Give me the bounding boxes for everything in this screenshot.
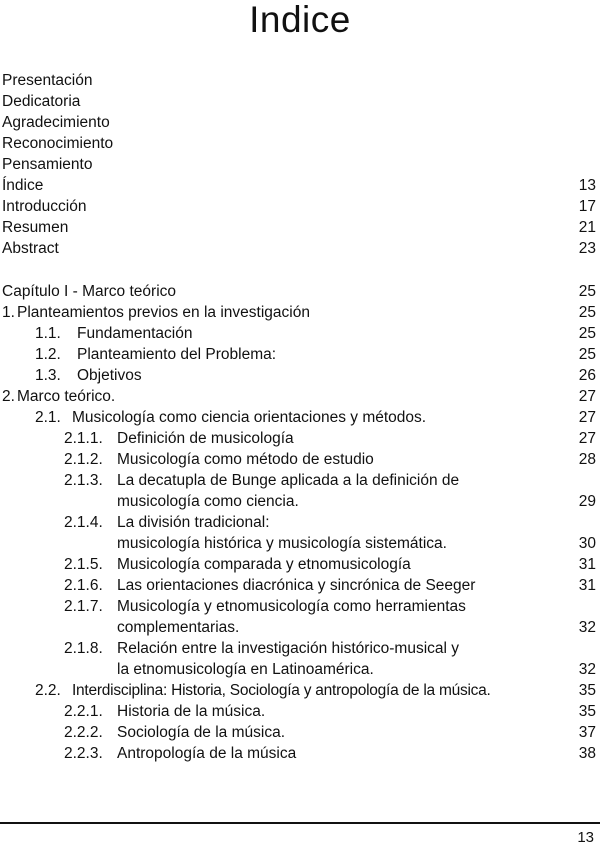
toc-entry-page: 25 <box>578 283 596 300</box>
toc-entry-label: Objetivos <box>77 367 142 384</box>
toc-entry-label: La decatupla de Bunge aplicada a la definición de <box>117 472 460 489</box>
toc-entry-number: 1. <box>2 304 15 321</box>
toc-entry-number: 2.2.3. <box>64 745 103 762</box>
toc-entry-page: 26 <box>578 367 596 384</box>
toc-entry-page: 23 <box>578 240 596 257</box>
toc-entry-label: Reconocimiento <box>2 135 114 152</box>
toc-entry-number: 2.2.2. <box>64 724 103 741</box>
toc-entry-number: 2.1.4. <box>64 514 103 531</box>
toc-entry-number: 1.2. <box>35 346 61 363</box>
toc-entry-page: 17 <box>578 198 596 215</box>
toc-entry-label: Planteamiento del Problema: <box>77 346 277 363</box>
toc-entry-number: 2.1.3. <box>64 472 103 489</box>
toc-entry-page: 27 <box>578 430 596 447</box>
toc-entry-page: 35 <box>578 703 596 720</box>
footer-rule <box>0 822 600 824</box>
toc-entry-label: Pensamiento <box>2 156 93 173</box>
toc-entry-page: 29 <box>578 493 596 510</box>
toc-entry-number: 2.1.2. <box>64 451 103 468</box>
toc-entry-label: Agradecimiento <box>2 114 110 131</box>
toc-entry-page: 32 <box>578 661 596 678</box>
toc-entry-label: musicología histórica y musicología sistemática. <box>117 535 447 552</box>
toc-entry-page: 30 <box>578 535 596 552</box>
toc-entry-number: 2.1.5. <box>64 556 103 573</box>
toc-entry-label: Fundamentación <box>77 325 193 342</box>
toc-entry-label: Las orientaciones diacrónica y sincrónica de Seeger <box>117 577 476 594</box>
toc-entry-number: 2.2.1. <box>64 703 103 720</box>
toc-entry-page: 27 <box>578 388 596 405</box>
toc-entry-page: 31 <box>578 577 596 594</box>
toc-entry-label: Marco teórico. <box>17 388 116 405</box>
toc-entry-label: La división tradicional: <box>117 514 270 531</box>
toc-entry-number: 2.1.1. <box>64 430 103 447</box>
toc-entry-label: Resumen <box>2 219 69 236</box>
toc-entry-label: Musicología como método de estudio <box>117 451 374 468</box>
toc-entry-number: 2.1.7. <box>64 598 103 615</box>
toc-entry-number: 2.2. <box>35 682 61 699</box>
toc-entry-label: complementarias. <box>117 619 240 636</box>
toc-entry-number: 2. <box>2 388 15 405</box>
toc-entry-page: 25 <box>578 346 596 363</box>
toc-entry-label: Definición de musicología <box>117 430 294 447</box>
toc-entry-page: 25 <box>578 325 596 342</box>
toc-entry-label: Abstract <box>2 240 59 257</box>
toc-entry-number: 1.3. <box>35 367 61 384</box>
toc-entry-label: musicología como ciencia. <box>117 493 299 510</box>
toc-entry-label: Musicología como ciencia orientaciones y métodos. <box>72 409 427 426</box>
toc-entry-page: 38 <box>578 745 596 762</box>
toc-entry-number: 2.1. <box>35 409 61 426</box>
toc-entry-number: 2.1.6. <box>64 577 103 594</box>
toc-entry-label: Sociología de la música. <box>117 724 286 741</box>
toc-entry-label: Capítulo I - Marco teórico <box>2 283 177 300</box>
toc-entry-page: 27 <box>578 409 596 426</box>
toc-entry-page: 37 <box>578 724 596 741</box>
toc-entry-page: 32 <box>578 619 596 636</box>
toc-entry-page: 28 <box>578 451 596 468</box>
toc-entry-page: 31 <box>578 556 596 573</box>
toc-entry-label: Relación entre la investigación histórico-musical y <box>117 640 460 657</box>
toc-entry-label: Planteamientos previos en la investigación <box>17 304 310 321</box>
toc-entry-label: Historia de la música. <box>117 703 266 720</box>
toc-entry-label: Musicología comparada y etnomusicología <box>117 556 411 573</box>
page-number: 13 <box>577 829 594 846</box>
toc-entry-label: Dedicatoria <box>2 93 81 110</box>
toc-entry-number: 2.1.8. <box>64 640 103 657</box>
toc-entry-label: Introducción <box>2 198 87 215</box>
toc-entry-label: Antropología de la música <box>117 745 297 762</box>
toc-entry-page: 25 <box>578 304 596 321</box>
toc-entry-label: Musicología y etnomusicología como herramientas <box>117 598 466 615</box>
page-title: Indice <box>249 0 351 40</box>
toc-entry-label: la etnomusicología en Latinoamérica. <box>117 661 374 678</box>
toc-entry-label: Presentación <box>2 72 93 89</box>
toc-entry-page: 35 <box>578 682 596 699</box>
toc-entry-page: 21 <box>578 219 596 236</box>
toc-entry-number: 1.1. <box>35 325 61 342</box>
toc-entry-page: 13 <box>578 177 596 194</box>
toc-entry-label: Interdisciplina: Historia, Sociología y antropología de la música. <box>72 682 491 699</box>
toc-entry-label: Índice <box>2 177 44 194</box>
